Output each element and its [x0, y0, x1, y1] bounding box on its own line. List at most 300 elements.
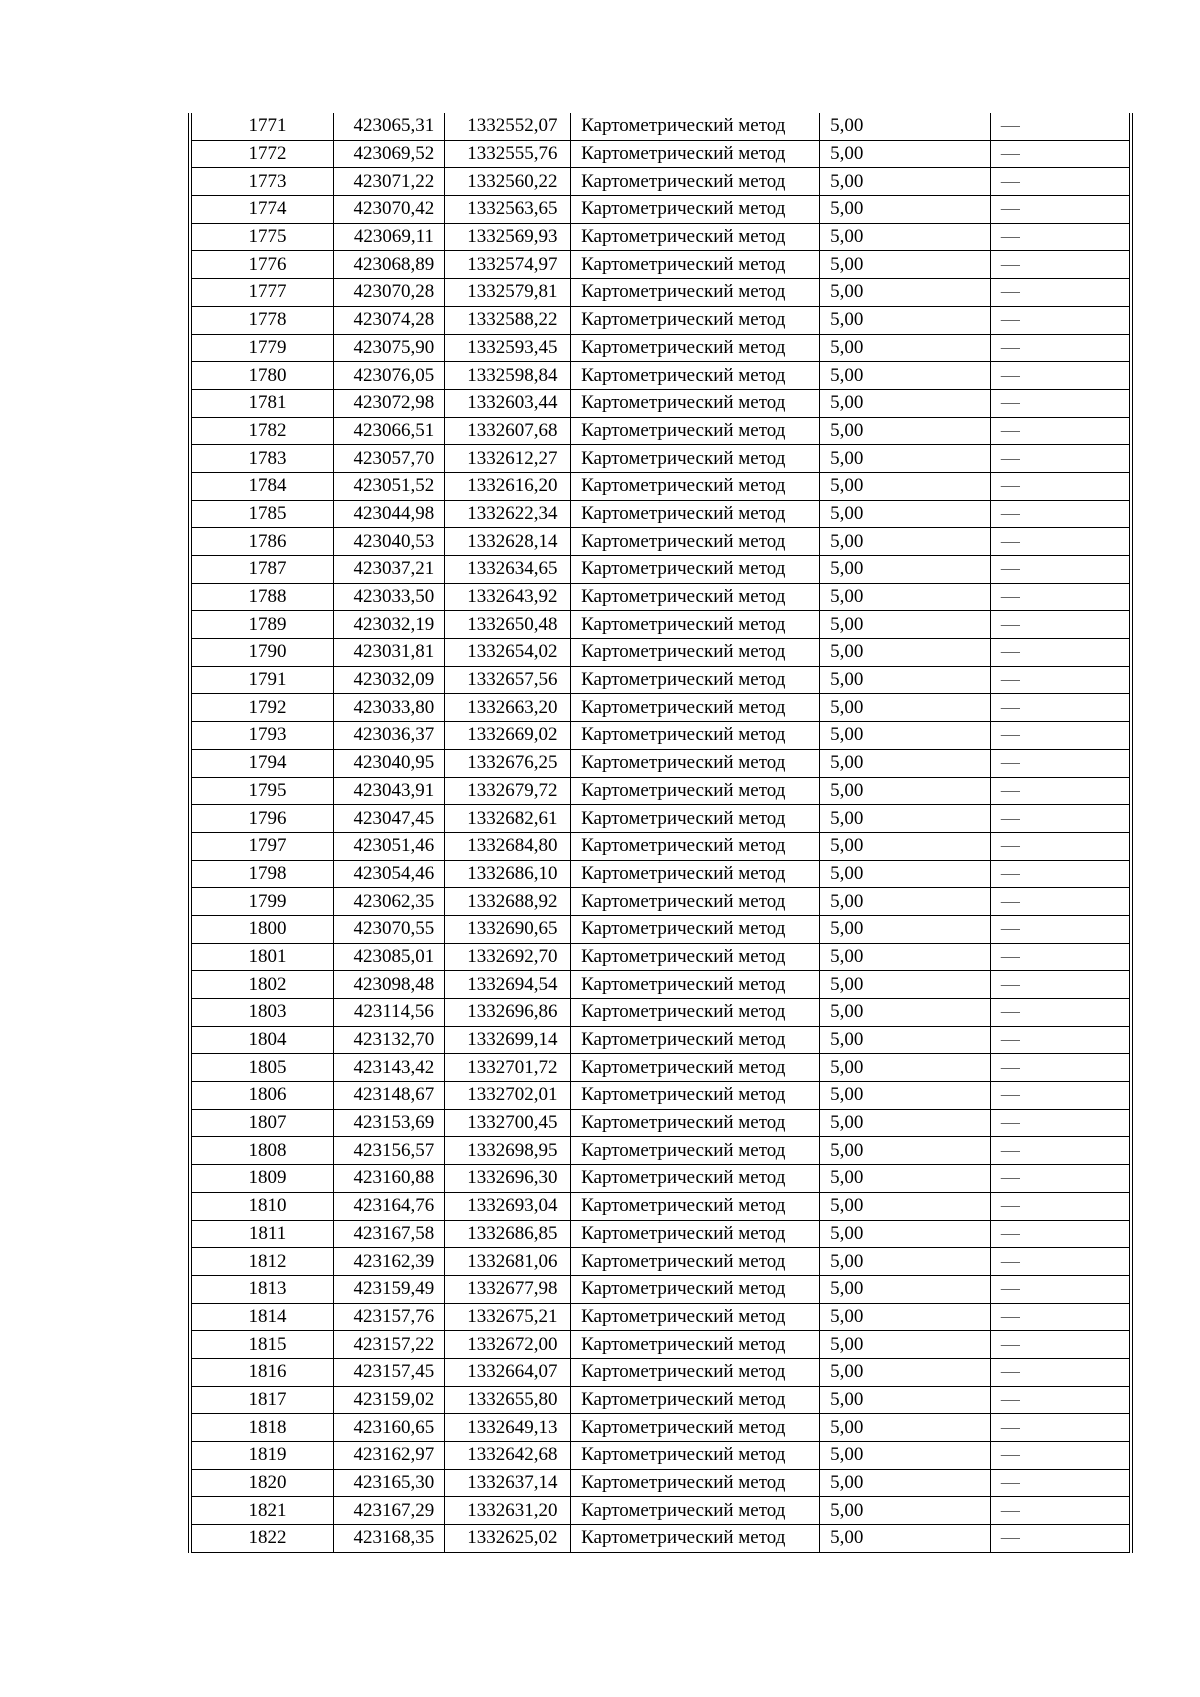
- cell-description: —: [990, 1386, 1131, 1414]
- cell-coord-y: 1332560,22: [444, 168, 571, 196]
- cell-coord-y: 1332616,20: [444, 472, 571, 500]
- cell-coord-x: 423148,67: [334, 1082, 444, 1110]
- cell-method: Картометрический метод: [571, 666, 820, 694]
- cell-point-number: 1813: [190, 1275, 334, 1303]
- cell-coord-x: 423156,57: [334, 1137, 444, 1165]
- cell-description: —: [990, 1275, 1131, 1303]
- cell-coord-x: 423051,52: [334, 472, 444, 500]
- cell-description: —: [990, 362, 1131, 390]
- cell-coord-x: 423167,29: [334, 1497, 444, 1525]
- cell-coord-x: 423132,70: [334, 1026, 444, 1054]
- cell-precision: 5,00: [820, 389, 991, 417]
- table-row: [190, 915, 1131, 943]
- cell-description: —: [990, 1497, 1131, 1525]
- table-row: [190, 888, 1131, 916]
- cell-precision: 5,00: [820, 832, 991, 860]
- table-row: [190, 362, 1131, 390]
- cell-coord-y: 1332663,20: [444, 694, 571, 722]
- cell-precision: 5,00: [820, 1525, 991, 1553]
- cell-precision: 5,00: [820, 1303, 991, 1331]
- cell-precision: 5,00: [820, 417, 991, 445]
- cell-description: —: [990, 1331, 1131, 1359]
- table-row: [190, 1275, 1131, 1303]
- cell-precision: 5,00: [820, 1497, 991, 1525]
- cell-coord-x: 423051,46: [334, 832, 444, 860]
- cell-description: —: [990, 556, 1131, 584]
- cell-description: —: [990, 1137, 1131, 1165]
- cell-method: Картометрический метод: [571, 1192, 820, 1220]
- table-row: [190, 279, 1131, 307]
- cell-method: Картометрический метод: [571, 943, 820, 971]
- cell-coord-y: 1332676,25: [444, 749, 571, 777]
- table-row: [190, 417, 1131, 445]
- table-row: [190, 777, 1131, 805]
- cell-method: Картометрический метод: [571, 556, 820, 584]
- cell-method: Картометрический метод: [571, 1442, 820, 1470]
- coordinates-table: [188, 113, 1133, 1553]
- cell-precision: 5,00: [820, 1331, 991, 1359]
- cell-precision: 5,00: [820, 1386, 991, 1414]
- cell-coord-x: 423153,69: [334, 1109, 444, 1137]
- cell-coord-y: 1332612,27: [444, 445, 571, 473]
- cell-method: Картометрический метод: [571, 999, 820, 1027]
- cell-method: Картометрический метод: [571, 694, 820, 722]
- cell-precision: 5,00: [820, 639, 991, 667]
- cell-coord-y: 1332690,65: [444, 915, 571, 943]
- cell-point-number: 1779: [190, 334, 334, 362]
- cell-coord-x: 423085,01: [334, 943, 444, 971]
- cell-method: Картометрический метод: [571, 1386, 820, 1414]
- cell-coord-y: 1332588,22: [444, 306, 571, 334]
- cell-method: Картометрический метод: [571, 971, 820, 999]
- cell-description: —: [990, 1165, 1131, 1193]
- cell-coord-x: 423157,45: [334, 1358, 444, 1386]
- cell-precision: 5,00: [820, 251, 991, 279]
- cell-precision: 5,00: [820, 528, 991, 556]
- cell-method: Картометрический метод: [571, 1469, 820, 1497]
- cell-coord-y: 1332628,14: [444, 528, 571, 556]
- cell-method: Картометрический метод: [571, 722, 820, 750]
- cell-description: —: [990, 1442, 1131, 1470]
- cell-point-number: 1816: [190, 1358, 334, 1386]
- cell-coord-y: 1332700,45: [444, 1109, 571, 1137]
- cell-point-number: 1819: [190, 1442, 334, 1470]
- table-row: [190, 583, 1131, 611]
- cell-coord-x: 423062,35: [334, 888, 444, 916]
- cell-point-number: 1798: [190, 860, 334, 888]
- cell-point-number: 1810: [190, 1192, 334, 1220]
- cell-description: —: [990, 196, 1131, 224]
- table-row: [190, 749, 1131, 777]
- cell-coord-x: 423160,88: [334, 1165, 444, 1193]
- cell-coord-y: 1332563,65: [444, 196, 571, 224]
- cell-precision: 5,00: [820, 666, 991, 694]
- cell-coord-y: 1332631,20: [444, 1497, 571, 1525]
- cell-precision: 5,00: [820, 777, 991, 805]
- cell-coord-y: 1332649,13: [444, 1414, 571, 1442]
- cell-coord-x: 423168,35: [334, 1525, 444, 1553]
- cell-coord-x: 423162,39: [334, 1248, 444, 1276]
- cell-coord-x: 423075,90: [334, 334, 444, 362]
- cell-coord-y: 1332637,14: [444, 1469, 571, 1497]
- cell-point-number: 1784: [190, 472, 334, 500]
- cell-point-number: 1772: [190, 140, 334, 168]
- cell-coord-y: 1332672,00: [444, 1331, 571, 1359]
- cell-coord-x: 423160,65: [334, 1414, 444, 1442]
- table-row: [190, 999, 1131, 1027]
- cell-precision: 5,00: [820, 1275, 991, 1303]
- cell-point-number: 1803: [190, 999, 334, 1027]
- cell-description: —: [990, 1469, 1131, 1497]
- cell-precision: 5,00: [820, 196, 991, 224]
- cell-coord-y: 1332574,97: [444, 251, 571, 279]
- cell-precision: 5,00: [820, 362, 991, 390]
- cell-description: —: [990, 1358, 1131, 1386]
- cell-point-number: 1771: [190, 113, 334, 140]
- table-row: [190, 639, 1131, 667]
- table-row: [190, 943, 1131, 971]
- cell-coord-y: 1332701,72: [444, 1054, 571, 1082]
- cell-coord-y: 1332552,07: [444, 113, 571, 140]
- cell-coord-y: 1332682,61: [444, 805, 571, 833]
- cell-coord-x: 423114,56: [334, 999, 444, 1027]
- cell-method: Картометрический метод: [571, 445, 820, 473]
- cell-point-number: 1786: [190, 528, 334, 556]
- cell-precision: 5,00: [820, 1165, 991, 1193]
- cell-point-number: 1795: [190, 777, 334, 805]
- table-row: [190, 1054, 1131, 1082]
- cell-description: —: [990, 528, 1131, 556]
- table-row: [190, 694, 1131, 722]
- cell-description: —: [990, 749, 1131, 777]
- cell-coord-y: 1332675,21: [444, 1303, 571, 1331]
- cell-precision: 5,00: [820, 1054, 991, 1082]
- cell-precision: 5,00: [820, 1220, 991, 1248]
- cell-precision: 5,00: [820, 1109, 991, 1137]
- table-row: [190, 666, 1131, 694]
- cell-coord-x: 423065,31: [334, 113, 444, 140]
- cell-method: Картометрический метод: [571, 1248, 820, 1276]
- cell-coord-y: 1332650,48: [444, 611, 571, 639]
- cell-point-number: 1799: [190, 888, 334, 916]
- cell-coord-x: 423072,98: [334, 389, 444, 417]
- cell-coord-y: 1332607,68: [444, 417, 571, 445]
- cell-coord-y: 1332694,54: [444, 971, 571, 999]
- cell-precision: 5,00: [820, 860, 991, 888]
- cell-coord-y: 1332622,34: [444, 500, 571, 528]
- table-row: [190, 1109, 1131, 1137]
- table-row: [190, 113, 1131, 140]
- cell-coord-x: 423071,22: [334, 168, 444, 196]
- cell-description: —: [990, 417, 1131, 445]
- cell-point-number: 1794: [190, 749, 334, 777]
- cell-coord-x: 423033,80: [334, 694, 444, 722]
- cell-method: Картометрический метод: [571, 860, 820, 888]
- cell-coord-y: 1332686,85: [444, 1220, 571, 1248]
- cell-point-number: 1804: [190, 1026, 334, 1054]
- cell-method: Картометрический метод: [571, 1525, 820, 1553]
- table-row: [190, 472, 1131, 500]
- cell-method: Картометрический метод: [571, 500, 820, 528]
- cell-method: Картометрический метод: [571, 140, 820, 168]
- table-row: [190, 1082, 1131, 1110]
- table-row: [190, 1026, 1131, 1054]
- table-row: [190, 445, 1131, 473]
- cell-description: —: [990, 1082, 1131, 1110]
- cell-point-number: 1790: [190, 639, 334, 667]
- cell-description: —: [990, 500, 1131, 528]
- cell-coord-y: 1332642,68: [444, 1442, 571, 1470]
- cell-precision: 5,00: [820, 140, 991, 168]
- cell-coord-x: 423069,11: [334, 223, 444, 251]
- cell-coord-x: 423040,95: [334, 749, 444, 777]
- cell-method: Картометрический метод: [571, 528, 820, 556]
- cell-description: —: [990, 445, 1131, 473]
- table-row: [190, 389, 1131, 417]
- table-row: [190, 140, 1131, 168]
- cell-point-number: 1773: [190, 168, 334, 196]
- cell-method: Картометрический метод: [571, 1358, 820, 1386]
- cell-description: —: [990, 694, 1131, 722]
- cell-point-number: 1777: [190, 279, 334, 307]
- cell-point-number: 1797: [190, 832, 334, 860]
- cell-description: —: [990, 915, 1131, 943]
- cell-description: —: [990, 805, 1131, 833]
- cell-description: —: [990, 1248, 1131, 1276]
- cell-point-number: 1812: [190, 1248, 334, 1276]
- cell-coord-x: 423054,46: [334, 860, 444, 888]
- table-row: [190, 306, 1131, 334]
- table-row: [190, 251, 1131, 279]
- cell-coord-x: 423043,91: [334, 777, 444, 805]
- cell-precision: 5,00: [820, 306, 991, 334]
- cell-description: —: [990, 251, 1131, 279]
- cell-coord-x: 423157,76: [334, 1303, 444, 1331]
- table-row: [190, 500, 1131, 528]
- table-row: [190, 223, 1131, 251]
- cell-method: Картометрический метод: [571, 1082, 820, 1110]
- cell-method: Картометрический метод: [571, 832, 820, 860]
- cell-method: Картометрический метод: [571, 639, 820, 667]
- cell-method: Картометрический метод: [571, 1497, 820, 1525]
- cell-point-number: 1793: [190, 722, 334, 750]
- cell-coord-y: 1332655,80: [444, 1386, 571, 1414]
- cell-coord-y: 1332669,02: [444, 722, 571, 750]
- cell-method: Картометрический метод: [571, 113, 820, 140]
- table-row: [190, 334, 1131, 362]
- cell-point-number: 1774: [190, 196, 334, 224]
- cell-precision: 5,00: [820, 279, 991, 307]
- table-row: [190, 1331, 1131, 1359]
- cell-coord-y: 1332555,76: [444, 140, 571, 168]
- cell-precision: 5,00: [820, 611, 991, 639]
- cell-point-number: 1802: [190, 971, 334, 999]
- cell-precision: 5,00: [820, 1192, 991, 1220]
- table-row: [190, 1248, 1131, 1276]
- cell-coord-y: 1332654,02: [444, 639, 571, 667]
- cell-method: Картометрический метод: [571, 1054, 820, 1082]
- cell-precision: 5,00: [820, 971, 991, 999]
- cell-precision: 5,00: [820, 334, 991, 362]
- cell-coord-y: 1332702,01: [444, 1082, 571, 1110]
- cell-precision: 5,00: [820, 556, 991, 584]
- cell-point-number: 1781: [190, 389, 334, 417]
- cell-method: Картометрический метод: [571, 196, 820, 224]
- cell-coord-x: 423070,55: [334, 915, 444, 943]
- cell-description: —: [990, 1026, 1131, 1054]
- table-row: [190, 1525, 1131, 1553]
- cell-description: —: [990, 583, 1131, 611]
- cell-coord-y: 1332569,93: [444, 223, 571, 251]
- cell-point-number: 1807: [190, 1109, 334, 1137]
- cell-coord-x: 423070,28: [334, 279, 444, 307]
- cell-point-number: 1778: [190, 306, 334, 334]
- table-row: [190, 1497, 1131, 1525]
- cell-point-number: 1788: [190, 583, 334, 611]
- table-row: [190, 1165, 1131, 1193]
- table-row: [190, 168, 1131, 196]
- cell-coord-y: 1332684,80: [444, 832, 571, 860]
- cell-precision: 5,00: [820, 500, 991, 528]
- cell-point-number: 1808: [190, 1137, 334, 1165]
- cell-description: —: [990, 860, 1131, 888]
- cell-precision: 5,00: [820, 1137, 991, 1165]
- table-row: [190, 1303, 1131, 1331]
- cell-precision: 5,00: [820, 223, 991, 251]
- cell-method: Картометрический метод: [571, 1331, 820, 1359]
- cell-method: Картометрический метод: [571, 223, 820, 251]
- cell-coord-x: 423162,97: [334, 1442, 444, 1470]
- cell-coord-y: 1332679,72: [444, 777, 571, 805]
- table-row: [190, 1358, 1131, 1386]
- cell-coord-y: 1332603,44: [444, 389, 571, 417]
- cell-method: Картометрический метод: [571, 251, 820, 279]
- cell-point-number: 1801: [190, 943, 334, 971]
- cell-coord-x: 423076,05: [334, 362, 444, 390]
- cell-method: Картометрический метод: [571, 279, 820, 307]
- cell-point-number: 1817: [190, 1386, 334, 1414]
- cell-coord-y: 1332677,98: [444, 1275, 571, 1303]
- cell-description: —: [990, 943, 1131, 971]
- table-row: [190, 832, 1131, 860]
- cell-coord-x: 423037,21: [334, 556, 444, 584]
- cell-coord-x: 423032,19: [334, 611, 444, 639]
- cell-description: —: [990, 888, 1131, 916]
- cell-point-number: 1814: [190, 1303, 334, 1331]
- cell-method: Картометрический метод: [571, 1137, 820, 1165]
- cell-method: Картометрический метод: [571, 362, 820, 390]
- cell-coord-x: 423070,42: [334, 196, 444, 224]
- cell-coord-y: 1332699,14: [444, 1026, 571, 1054]
- cell-point-number: 1800: [190, 915, 334, 943]
- table-row: [190, 611, 1131, 639]
- cell-description: —: [990, 832, 1131, 860]
- cell-precision: 5,00: [820, 168, 991, 196]
- table-row: [190, 805, 1131, 833]
- cell-description: —: [990, 1054, 1131, 1082]
- cell-description: —: [990, 722, 1131, 750]
- cell-point-number: 1815: [190, 1331, 334, 1359]
- cell-coord-y: 1332664,07: [444, 1358, 571, 1386]
- cell-description: —: [990, 113, 1131, 140]
- cell-description: —: [990, 1192, 1131, 1220]
- cell-precision: 5,00: [820, 113, 991, 140]
- cell-description: —: [990, 1220, 1131, 1248]
- cell-description: —: [990, 168, 1131, 196]
- cell-point-number: 1792: [190, 694, 334, 722]
- cell-precision: 5,00: [820, 999, 991, 1027]
- cell-precision: 5,00: [820, 1082, 991, 1110]
- cell-description: —: [990, 971, 1131, 999]
- cell-coord-x: 423074,28: [334, 306, 444, 334]
- cell-method: Картометрический метод: [571, 1414, 820, 1442]
- cell-method: Картометрический метод: [571, 749, 820, 777]
- cell-method: Картометрический метод: [571, 1026, 820, 1054]
- cell-coord-x: 423143,42: [334, 1054, 444, 1082]
- cell-description: —: [990, 1525, 1131, 1553]
- cell-method: Картометрический метод: [571, 417, 820, 445]
- cell-coord-x: 423165,30: [334, 1469, 444, 1497]
- cell-coord-x: 423098,48: [334, 971, 444, 999]
- table-row: [190, 1469, 1131, 1497]
- cell-point-number: 1789: [190, 611, 334, 639]
- cell-point-number: 1809: [190, 1165, 334, 1193]
- cell-coord-y: 1332643,92: [444, 583, 571, 611]
- cell-method: Картометрический метод: [571, 888, 820, 916]
- cell-method: Картометрический метод: [571, 168, 820, 196]
- cell-coord-y: 1332657,56: [444, 666, 571, 694]
- cell-point-number: 1776: [190, 251, 334, 279]
- cell-method: Картометрический метод: [571, 334, 820, 362]
- cell-point-number: 1783: [190, 445, 334, 473]
- table-row: [190, 1137, 1131, 1165]
- cell-method: Картометрический метод: [571, 777, 820, 805]
- table-row: [190, 1442, 1131, 1470]
- cell-precision: 5,00: [820, 1358, 991, 1386]
- cell-coord-y: 1332696,30: [444, 1165, 571, 1193]
- cell-precision: 5,00: [820, 943, 991, 971]
- cell-coord-y: 1332693,04: [444, 1192, 571, 1220]
- cell-description: —: [990, 611, 1131, 639]
- cell-precision: 5,00: [820, 915, 991, 943]
- cell-coord-y: 1332681,06: [444, 1248, 571, 1276]
- cell-coord-y: 1332593,45: [444, 334, 571, 362]
- cell-coord-x: 423167,58: [334, 1220, 444, 1248]
- cell-precision: 5,00: [820, 722, 991, 750]
- cell-coord-y: 1332598,84: [444, 362, 571, 390]
- cell-point-number: 1818: [190, 1414, 334, 1442]
- cell-coord-x: 423068,89: [334, 251, 444, 279]
- cell-coord-x: 423159,02: [334, 1386, 444, 1414]
- cell-coord-y: 1332696,86: [444, 999, 571, 1027]
- cell-precision: 5,00: [820, 583, 991, 611]
- cell-coord-x: 423033,50: [334, 583, 444, 611]
- cell-description: —: [990, 666, 1131, 694]
- cell-description: —: [990, 1303, 1131, 1331]
- cell-description: —: [990, 389, 1131, 417]
- cell-method: Картометрический метод: [571, 583, 820, 611]
- table-row: [190, 196, 1131, 224]
- cell-description: —: [990, 639, 1131, 667]
- cell-coord-y: 1332625,02: [444, 1525, 571, 1553]
- cell-method: Картометрический метод: [571, 306, 820, 334]
- cell-precision: 5,00: [820, 1026, 991, 1054]
- cell-coord-y: 1332688,92: [444, 888, 571, 916]
- cell-precision: 5,00: [820, 1469, 991, 1497]
- cell-precision: 5,00: [820, 749, 991, 777]
- cell-point-number: 1806: [190, 1082, 334, 1110]
- cell-description: —: [990, 223, 1131, 251]
